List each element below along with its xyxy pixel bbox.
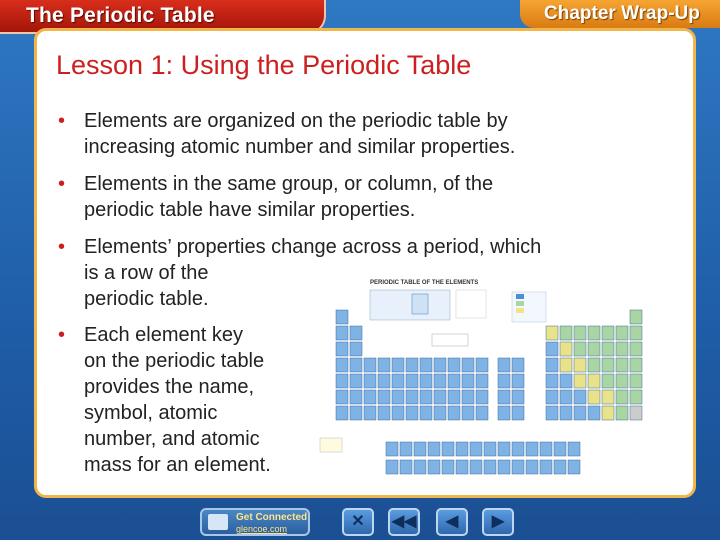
navigation-bar: [186, 506, 516, 540]
computer-icon: [208, 514, 228, 530]
get-connected-url: glencoe.com: [236, 524, 288, 534]
bullet-line: on the periodic table: [84, 350, 265, 372]
periodic-table-title: PERIODIC TABLE OF THE ELEMENTS: [370, 280, 479, 286]
close-button[interactable]: [342, 508, 374, 536]
bullet-line: Each element key: [84, 324, 243, 346]
bullet-line: periodic table have similar properties.: [84, 199, 416, 221]
bullet-dot: •: [58, 110, 66, 132]
bullet-dot: •: [58, 324, 66, 346]
bullet-line: provides the name,: [84, 376, 255, 398]
next-slide-button[interactable]: [482, 508, 514, 536]
prev-icon: ◀: [445, 513, 459, 530]
bullet-line: increasing atomic number and similar properties.: [84, 136, 516, 158]
next-icon: ▶: [491, 513, 505, 530]
get-connected-button[interactable]: [200, 508, 310, 536]
bullet-line: Elements’ properties change across a period, which: [84, 236, 542, 258]
bullet-line: Elements are organized on the periodic table by: [84, 110, 508, 132]
periodic-table-grid: [316, 276, 671, 484]
rewind-icon: ◀◀: [391, 513, 417, 530]
bullet-line: symbol, atomic: [84, 402, 218, 424]
chapter-tab: [520, 0, 720, 28]
close-icon: ✕: [351, 513, 365, 530]
bullet-line: is a row of the: [84, 262, 209, 284]
prev-slide-button[interactable]: [436, 508, 468, 536]
lesson-title: Lesson 1: Using the Periodic Table: [56, 50, 472, 80]
bullet-dot: •: [58, 173, 66, 195]
chapter-label: Chapter Wrap-Up: [544, 3, 700, 24]
first-slide-button[interactable]: [388, 508, 420, 536]
bullet-line: Elements in the same group, or column, of the: [84, 173, 494, 195]
bullet-line: mass for an element.: [84, 454, 271, 476]
bullet-line: periodic table.: [84, 288, 209, 310]
get-connected-label: Get Connected: [236, 512, 308, 523]
section-title: The Periodic Table: [26, 4, 215, 27]
bullet-dot: •: [58, 236, 66, 258]
periodic-table-image: [316, 276, 671, 484]
bullet-line: number, and atomic: [84, 428, 260, 450]
